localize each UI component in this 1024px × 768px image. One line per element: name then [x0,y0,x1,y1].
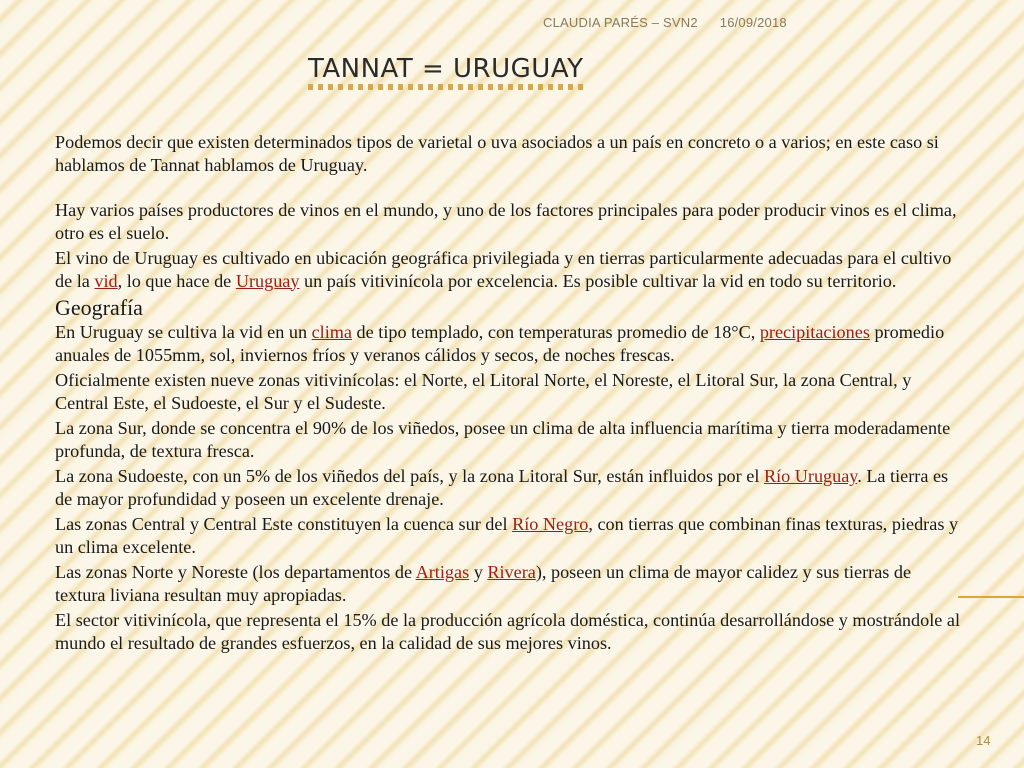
link-uruguay[interactable]: Uruguay [235,270,300,291]
slide-title: TANNAT = URUGUAY [308,54,584,84]
slide-body [55,131,965,657]
author-label: CLAUDIA PARÉS – SVN2 [543,15,698,30]
paragraph-zona-central [55,513,965,558]
page-number: 14 [976,733,991,748]
text-segment: , lo que hace de [117,270,236,291]
text-segment: . La tierra es de mayor profundidad y poseen un excelente drenaje. [55,466,949,509]
text-segment: El vino de Uruguay es cultivado en ubicación geográfica privilegiada y en tierras particularmente adecuadas para el cultivo de la [55,248,952,291]
link-rio-negro[interactable]: Río Negro [512,514,589,534]
paragraph-zona-sur: La zona Sur, donde se concentra el 90% de los viñedos, posee un clima de alta influencia marítima y tierra moderadamente profunda, de textura fresca. [55,418,951,461]
paragraph-producers: Hay varios países productores de vinos en el mundo, y uno de los factores principales para poder producir vinos es el clima, otro es el suelo. [55,200,957,243]
paragraph-zona-norte [55,561,965,606]
link-precipitaciones[interactable]: precipitaciones [759,322,870,342]
link-clima[interactable]: clima [311,322,352,342]
accent-divider [958,596,1024,598]
paragraph-zones: Oficialmente existen nueve zonas vitivinícolas: el Norte, el Litoral Norte, el Noreste, el Litoral Sur, la zona Central, y Central Este, el Sudoeste, el Sur y el Sudeste. [55,370,912,413]
heading-geografia: Geografía [55,295,143,320]
text-segment: , con tierras que combinan finas texturas, piedras y un clima excelente. [55,514,959,557]
text-segment: un país vitivinícola por excelencia. Es posible cultivar la vid en todo su territorio. [299,270,897,291]
text-segment: Las zonas Norte y Noreste (los departamentos de [55,562,416,582]
text-segment: Las zonas Central y Central Este constituyen la cuenca sur del [55,514,513,534]
link-rivera[interactable]: Rivera [487,562,536,582]
paragraph-intro: Podemos decir que existen determinados tipos de varietal o uva asociados a un país en concreto o a varios; en este caso si hablamos de Tannat hablamos de Uruguay. [55,132,939,175]
slide-header-meta [543,15,787,30]
date-label: 16/09/2018 [719,15,787,30]
text-segment: ), poseen un clima de mayor calidez y sus tierras de textura liviana resultan muy apropiadas. [55,562,912,605]
text-segment: En Uruguay se cultiva la vid en un [55,322,312,342]
text-segment: promedio anuales de 1055mm, sol, inviernos fríos y veranos cálidos y secos, de noches frescas. [55,322,945,365]
paragraph-climate [55,321,965,366]
link-artigas[interactable]: Artigas [415,562,470,582]
text-segment: de tipo templado, con temperaturas promedio de 18°C, [352,322,760,342]
text-segment: y [469,562,488,582]
paragraph-sector: El sector vitivinícola, que representa el 15% de la producción agrícola doméstica, continúa desarrollándose y mostrándole al mundo el resultado de grandes esfuerzos, en la calidad de sus mejores vinos. [55,610,961,653]
text-segment: La zona Sudoeste, con un 5% de los viñedos del país, y la zona Litoral Sur, están influidos por el [55,466,764,486]
paragraph-location [55,247,965,292]
paragraph-zona-sudoeste [55,465,965,510]
link-vid[interactable]: vid [94,270,118,291]
link-rio-uruguay[interactable]: Río Uruguay [763,466,858,486]
